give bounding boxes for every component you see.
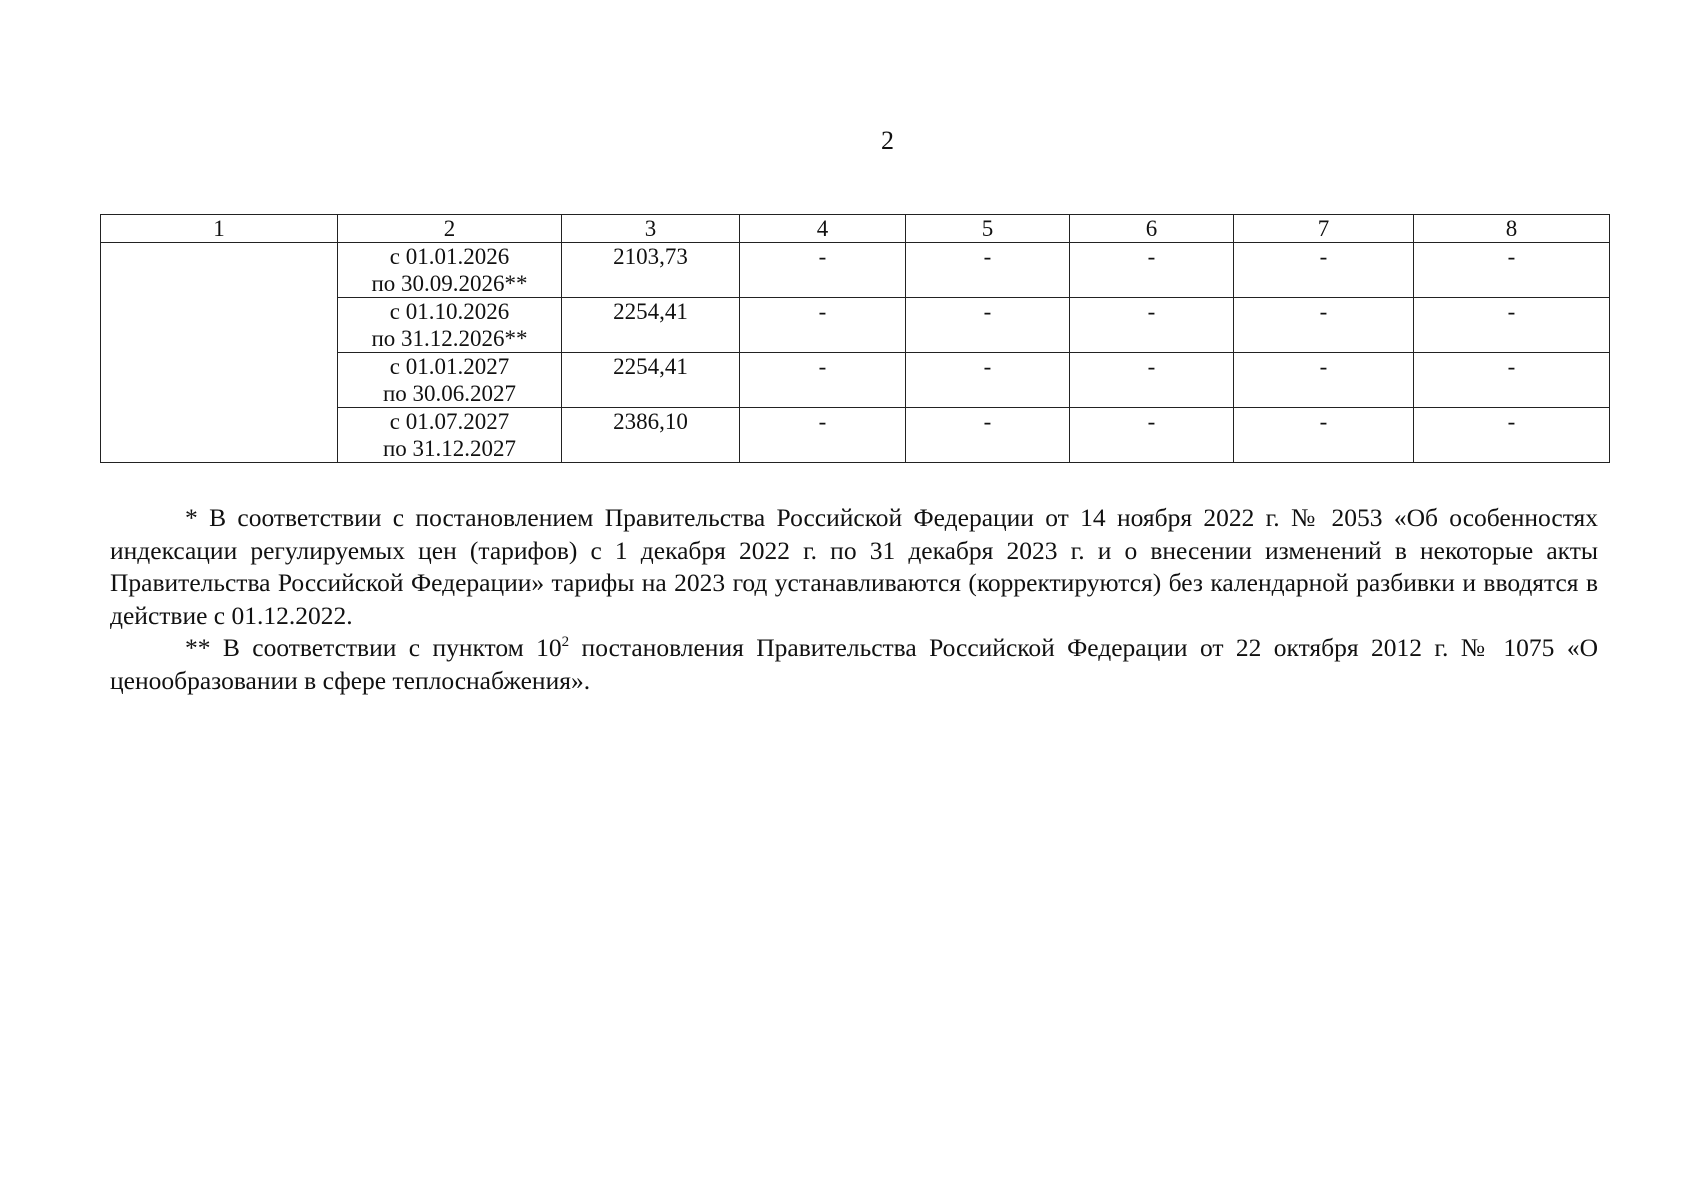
column-header: 7	[1234, 215, 1414, 243]
period-from: с 01.07.2027	[389, 409, 510, 434]
column-header: 8	[1414, 215, 1610, 243]
period-cell	[338, 243, 562, 298]
dash-cell: -	[740, 243, 906, 298]
column-header: 1	[101, 215, 338, 243]
tariff-table	[100, 214, 1610, 463]
table-header-row	[101, 215, 1610, 243]
page-number: 2	[881, 126, 894, 155]
period-to: по 30.09.2026**	[371, 271, 528, 296]
dash-cell: -	[1414, 243, 1610, 298]
dash-cell: -	[1414, 298, 1610, 353]
dash-cell: -	[1070, 298, 1234, 353]
period-cell	[338, 353, 562, 408]
column-header: 6	[1070, 215, 1234, 243]
period-to: по 31.12.2026**	[371, 326, 528, 351]
dash-cell: -	[906, 243, 1070, 298]
column-header: 3	[562, 215, 740, 243]
tariff-value-cell: 2386,10	[562, 408, 740, 463]
period-from: с 01.01.2026	[389, 244, 510, 269]
dash-cell: -	[1414, 408, 1610, 463]
dash-cell: -	[740, 298, 906, 353]
dash-cell: -	[906, 408, 1070, 463]
dash-cell: -	[1414, 353, 1610, 408]
dash-cell: -	[1070, 408, 1234, 463]
period-to: по 31.12.2027	[382, 436, 517, 461]
merged-empty-cell	[101, 243, 338, 463]
footnote-text: постановления Правительства Российской Федерации от 22 октября 2012 г. № 1075 «О ценообразовании в сфере теплоснабжения».	[110, 633, 1598, 695]
footnote-text: ** В соответствии с пунктом 10	[185, 633, 562, 662]
dash-cell: -	[740, 353, 906, 408]
superscript: 2	[561, 634, 570, 650]
dash-cell: -	[906, 353, 1070, 408]
footnote-double-asterisk	[110, 632, 1598, 697]
column-header: 5	[906, 215, 1070, 243]
period-cell	[338, 408, 562, 463]
dash-cell: -	[1234, 243, 1414, 298]
dash-cell: -	[1234, 298, 1414, 353]
period-cell	[338, 298, 562, 353]
period-from: с 01.10.2026	[389, 299, 510, 324]
tariff-value-cell: 2103,73	[562, 243, 740, 298]
dash-cell: -	[1234, 353, 1414, 408]
dash-cell: -	[740, 408, 906, 463]
table-row	[101, 243, 1610, 298]
tariff-value-cell: 2254,41	[562, 298, 740, 353]
footnote-single-asterisk: * В соответствии с постановлением Правительства Российской Федерации от 14 ноября 2022 г. № 2053 «Об особенностях индексации регулируемых цен (тарифов) с 1 декабря 2022 г. по 31 декабря 2023 г. и о внесении изменений в некоторые акты Правительства Российской Федерации» тарифы на 2023 год устанавливаются (корректируются) без календарной разбивки и вводятся в действие с 01.12.2022.	[110, 503, 1598, 630]
column-header: 4	[740, 215, 906, 243]
dash-cell: -	[906, 298, 1070, 353]
tariff-value-cell: 2254,41	[562, 353, 740, 408]
footnotes	[110, 502, 1598, 697]
column-header: 2	[338, 215, 562, 243]
period-to: по 30.06.2027	[382, 381, 517, 406]
dash-cell: -	[1070, 243, 1234, 298]
period-from: с 01.01.2027	[389, 354, 510, 379]
dash-cell: -	[1234, 408, 1414, 463]
dash-cell: -	[1070, 353, 1234, 408]
